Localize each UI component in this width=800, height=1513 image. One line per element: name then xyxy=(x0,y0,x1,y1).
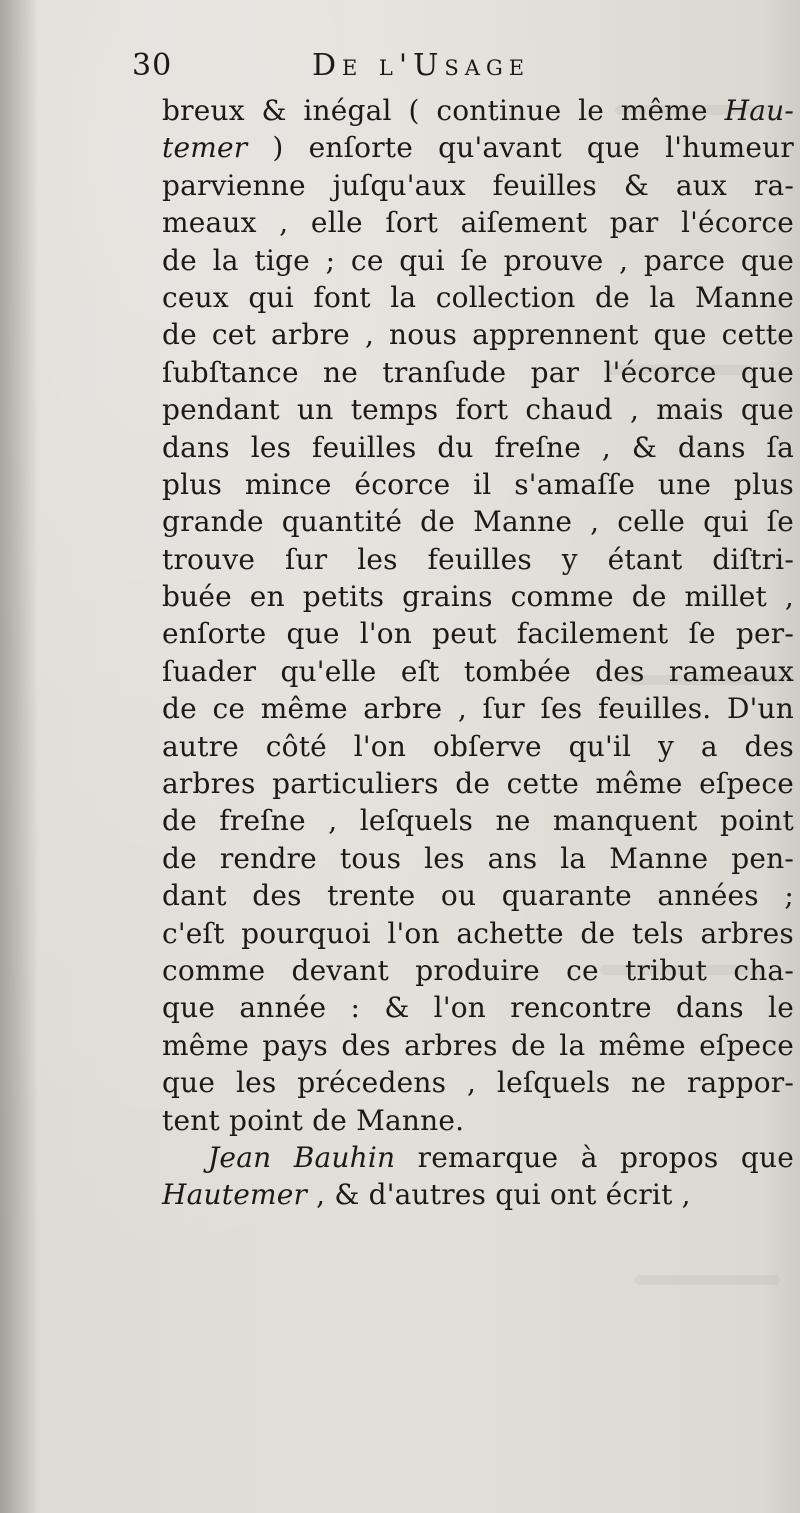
text-line xyxy=(162,653,794,690)
paragraph xyxy=(162,1139,794,1214)
text-segment: que année : & l'on rencontre dans le xyxy=(162,991,794,1025)
running-head xyxy=(132,48,752,92)
text-line xyxy=(162,316,794,353)
italic-name: Hautemer xyxy=(162,1178,308,1212)
text-segment: de ce même arbre , ſur ſes feuilles. D'un xyxy=(162,692,794,726)
text-line xyxy=(162,503,794,540)
text-segment: parvienne juſqu'aux feuilles & aux ra- xyxy=(162,168,794,202)
text-line xyxy=(162,242,794,279)
text-segment: que les précedens , leſquels ne rappor- xyxy=(162,1066,794,1100)
italic-name: temer xyxy=(162,131,248,165)
text-line xyxy=(162,1139,794,1176)
text-line xyxy=(162,989,794,1026)
text-segment: même pays des arbres de la même eſpece xyxy=(162,1028,794,1062)
text-line xyxy=(162,391,794,428)
text-segment: plus mince écorce il s'amaſſe une plus xyxy=(162,467,794,501)
text-line xyxy=(162,915,794,952)
text-segment: , & d'autres qui ont écrit , xyxy=(307,1178,691,1212)
text-line xyxy=(162,466,794,503)
text-line xyxy=(162,877,794,914)
text-segment: dans les feuilles du freſne , & dans ſa xyxy=(162,430,794,464)
text-segment: ſubſtance ne tranſude par l'écorce que xyxy=(162,355,794,389)
text-line xyxy=(162,615,794,652)
text-line xyxy=(162,541,794,578)
text-segment: buée en petits grains comme de millet , xyxy=(162,580,794,614)
text-line xyxy=(162,279,794,316)
text-segment: grande quantité de Manne , celle qui ſe xyxy=(162,505,794,539)
running-head-title: De l'Usage xyxy=(312,48,531,83)
text-segment: ceux qui font la collection de la Manne xyxy=(162,280,794,314)
text-segment: c'eſt pourquoi l'on achette de tels arbres xyxy=(162,916,794,950)
text-segment: trouve ſur les feuilles y étant diſtri- xyxy=(162,542,794,576)
text-segment: arbres particuliers de cette même eſpece xyxy=(162,767,794,801)
text-line xyxy=(162,129,794,166)
text-segment: ſuader qu'elle eſt tombée des rameaux xyxy=(162,654,794,688)
text-line xyxy=(162,354,794,391)
text-line xyxy=(162,1027,794,1064)
text-line xyxy=(162,1102,794,1139)
text-line xyxy=(162,728,794,765)
text-line xyxy=(162,802,794,839)
text-segment: comme devant produire ce tribut cha- xyxy=(162,953,794,987)
text-line xyxy=(162,578,794,615)
text-segment: pendant un temps fort chaud , mais que xyxy=(162,393,794,427)
italic-name: Jean Bauhin xyxy=(208,1140,396,1174)
text-line xyxy=(162,1064,794,1101)
italic-name: Hau- xyxy=(724,94,794,127)
gutter-shadow xyxy=(0,0,38,1513)
text-line xyxy=(162,167,794,204)
text-segment: tent point de Manne. xyxy=(162,1103,465,1137)
text-line xyxy=(162,765,794,802)
text-line xyxy=(162,1176,794,1213)
text-segment: de la tige ; ce qui ſe prouve , parce que xyxy=(162,243,794,277)
text-line xyxy=(162,690,794,727)
text-segment: de rendre tous les ans la Manne pen- xyxy=(162,841,794,875)
text-line xyxy=(162,952,794,989)
text-segment: meaux , elle ſort aiſement par l'écorce xyxy=(162,206,794,240)
text-segment: remarque à propos que xyxy=(395,1140,794,1174)
page-number: 30 xyxy=(132,48,173,83)
text-segment: enſorte que l'on peut facilement ſe per- xyxy=(162,617,794,651)
text-segment: dant des trente ou quarante années ; xyxy=(162,879,794,913)
text-segment: de cet arbre , nous apprennent que cette xyxy=(162,318,794,352)
text-segment: breux & inégal ( continue le même xyxy=(162,94,725,127)
paragraph xyxy=(162,92,794,1139)
text-line xyxy=(162,204,794,241)
text-line xyxy=(162,840,794,877)
text-segment: ) enſorte qu'avant que l'humeur xyxy=(247,131,794,165)
text-segment: autre côté l'on obſerve qu'il y a des xyxy=(162,729,794,763)
body-text xyxy=(162,92,794,1214)
text-line xyxy=(162,92,794,129)
text-segment: de freſne , leſquels ne manquent point xyxy=(162,804,794,838)
text-line xyxy=(162,429,794,466)
